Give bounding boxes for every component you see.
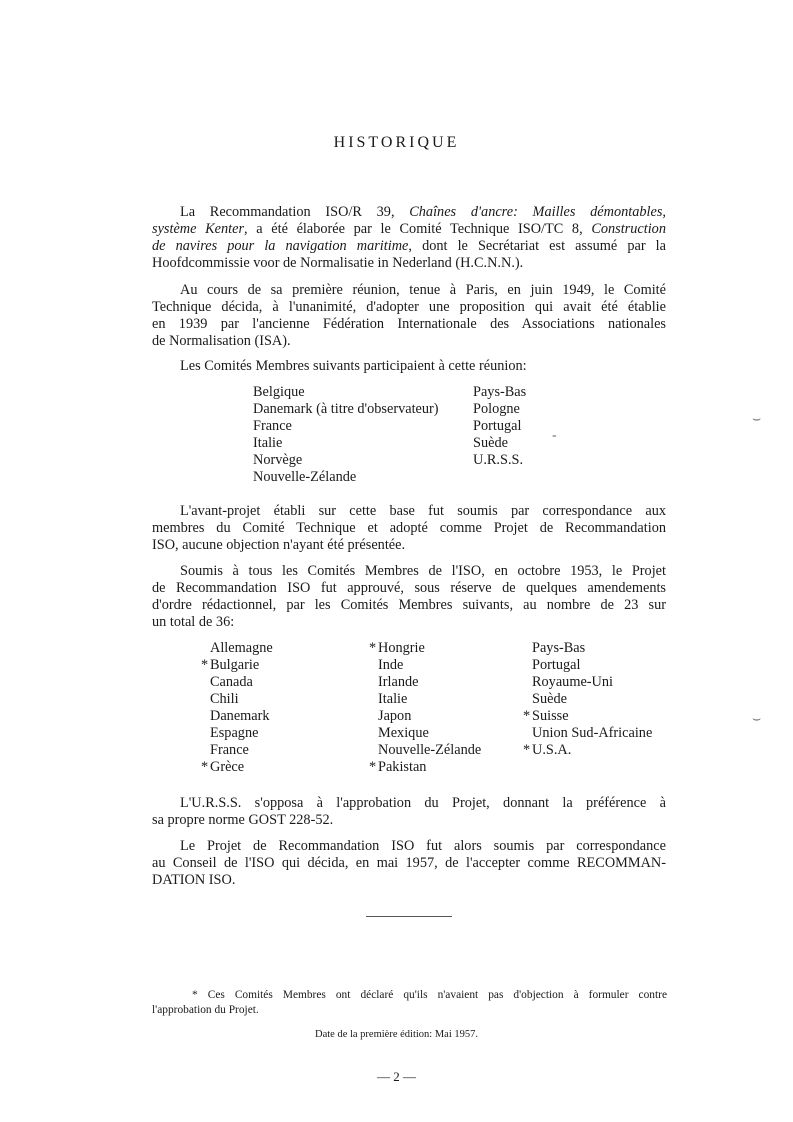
list-item: France xyxy=(253,418,292,434)
list-item: Portugal xyxy=(532,657,581,673)
vote-paragraph: Soumis à tous les Comités Membres de l'ISO, en octobre 1953, le Projet de Recommandation ISO fut approuvé, sous réserve de quelques amendements d'ordre rédactionnel, par les Comités Membres suivants, au nombre de 23 sur un total de 36: xyxy=(152,563,666,630)
list-item: * Bulgarie xyxy=(201,657,260,673)
list-item: * Pakistan xyxy=(369,759,427,775)
list-item: U.R.S.S. xyxy=(473,452,524,468)
intro-line-1: La Recommandation ISO/R 39, Chaînes d'ancre: Mailles démontables, xyxy=(180,204,666,220)
intro-paragraph xyxy=(152,204,666,272)
standard-title-italic: Chaînes d'ancre: Mailles démontables, xyxy=(409,204,666,220)
list-item: Pays-Bas xyxy=(532,640,586,656)
list-item: Irlande xyxy=(378,674,419,690)
list-item: Belgique xyxy=(253,384,305,400)
list-item: Royaume-Uni xyxy=(532,674,613,690)
margin-mark: ⌣ xyxy=(752,712,762,727)
draft-paragraph: L'avant-projet établi sur cette base fut soumis par correspondance aux membres du Comité Technique et adopté comme Projet de Recommandation ISO, aucune objection n'ayant été présentée. xyxy=(152,503,666,553)
list-item: Danemark (à titre d'observateur) xyxy=(253,401,439,417)
list-item: Allemagne xyxy=(210,640,273,656)
page-title: HISTORIQUE xyxy=(333,134,460,151)
approving-col-1 xyxy=(201,640,273,776)
list-item: Inde xyxy=(378,657,404,673)
list-item: Chili xyxy=(210,691,239,707)
approving-col-2 xyxy=(369,640,482,776)
opposition-paragraph: L'U.R.S.S. s'opposa à l'approbation du Projet, donnant la préférence à sa propre norme GOST 228-52. xyxy=(152,795,666,828)
list-item: * Suisse xyxy=(523,708,569,724)
first-members-left xyxy=(253,384,439,486)
margin-mark: ⌣ xyxy=(752,412,762,427)
list-item: * U.S.A. xyxy=(523,742,572,758)
list-item: Pays-Bas xyxy=(473,384,527,400)
edition-date: Date de la première édition: Mai 1957. xyxy=(315,1029,478,1040)
intro-line-4: Hoofdcommissie voor de Normalisatie in Nederland (H.C.N.N.). xyxy=(152,255,524,271)
list-item: * Grèce xyxy=(201,759,245,775)
list-item: Nouvelle-Zélande xyxy=(253,469,357,485)
footnote: * Ces Comités Membres ont déclaré qu'ils n'avaient pas d'objection à formuler contre l'approbation du Projet. xyxy=(152,989,667,1016)
meeting-paragraph: Au cours de sa première réunion, tenue à Paris, en juin 1949, le Comité Technique décida, à l'unanimité, d'adopter une proposition qui avait été établie en 1939 par l'ancienne Fédération Internationale des Associations nationales de Normalisation (ISA). xyxy=(152,282,666,349)
section-divider xyxy=(366,916,452,917)
intro-line-2: système Kenter, a été élaborée par le Comité Technique ISO/TC 8, Construction xyxy=(152,221,666,237)
list-item: Espagne xyxy=(210,725,259,741)
members-intro: Les Comités Membres suivants participaient à cette réunion: xyxy=(180,358,527,374)
stray-mark: - xyxy=(552,428,557,443)
list-item: Danemark xyxy=(210,708,270,724)
list-item: Pologne xyxy=(473,401,520,417)
list-item: Suède xyxy=(473,435,508,451)
intro-line-3: de navires pour la navigation maritime, dont le Secrétariat est assumé par la xyxy=(152,238,666,254)
first-members-right xyxy=(473,384,526,469)
list-item: Norvège xyxy=(253,452,303,468)
list-item: Portugal xyxy=(473,418,522,434)
list-item: France xyxy=(210,742,249,758)
list-item: Italie xyxy=(253,435,283,451)
page-number: — 2 — xyxy=(377,1069,416,1084)
list-item: Nouvelle-Zélande xyxy=(378,742,482,758)
list-item: Canada xyxy=(210,674,253,690)
list-item: Suède xyxy=(532,691,567,707)
list-item: Mexique xyxy=(378,725,429,741)
council-paragraph: Le Projet de Recommandation ISO fut alors soumis par correspondance au Conseil de l'ISO qui décida, en mai 1957, de l'accepter comme RECOMMAN- DATION ISO. xyxy=(152,838,666,888)
list-item: Italie xyxy=(378,691,408,707)
list-item: * Hongrie xyxy=(369,640,425,656)
approving-col-3 xyxy=(523,640,653,759)
list-item: Japon xyxy=(378,708,412,724)
list-item: Union Sud-Africaine xyxy=(532,725,653,741)
